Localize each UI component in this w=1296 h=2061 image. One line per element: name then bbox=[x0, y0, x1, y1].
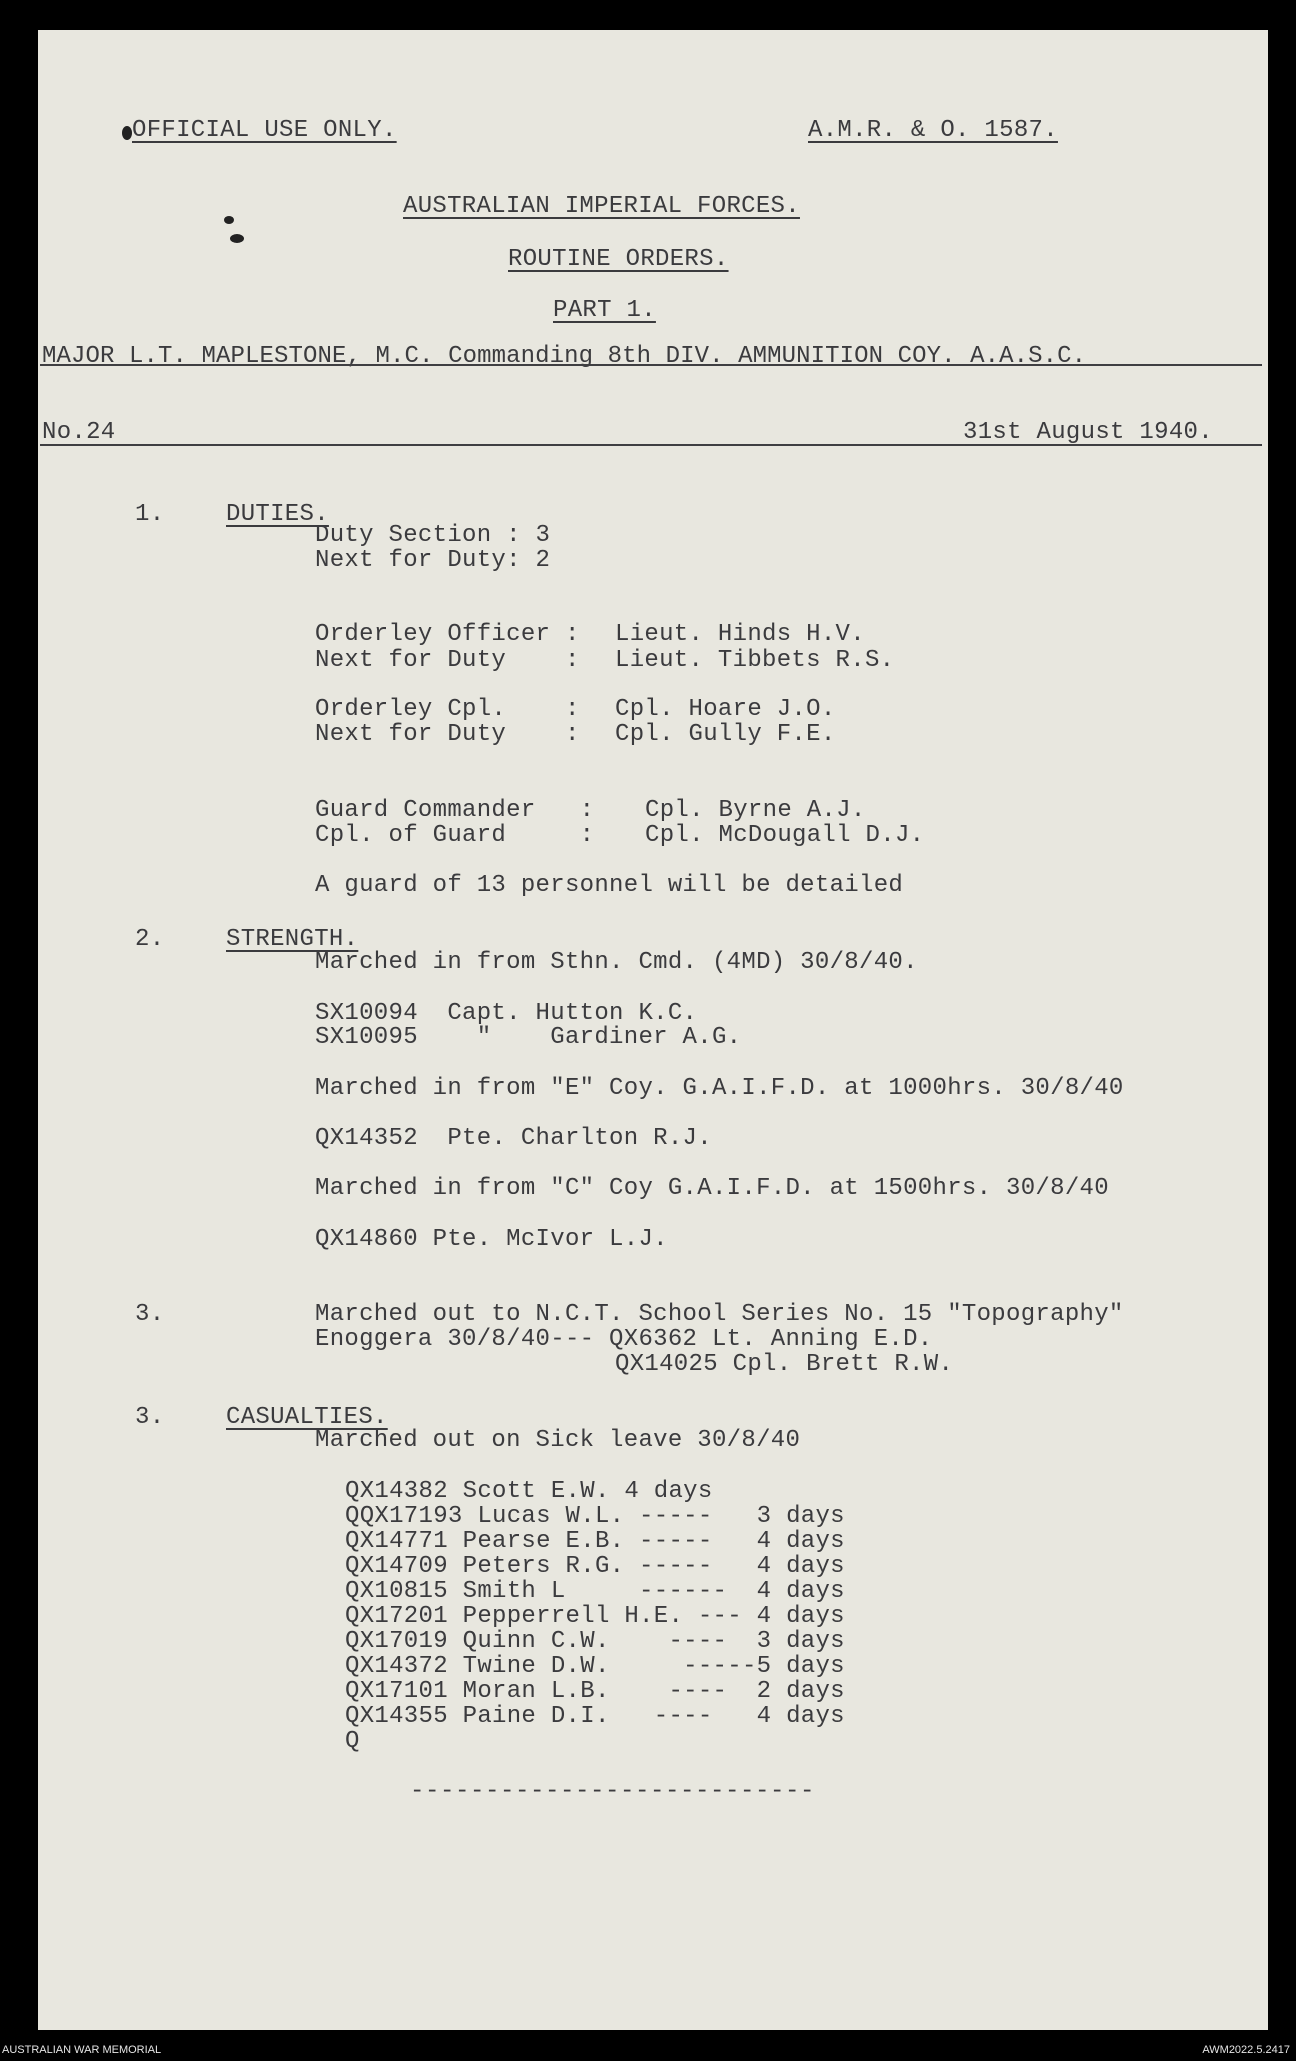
header-rule bbox=[40, 364, 1262, 366]
marched-in-3-entry: QX14860 Pte. McIvor L.J. bbox=[315, 1226, 668, 1253]
marched-out-line-2: Enoggera 30/8/40--- QX6362 Lt. Anning E.D. bbox=[315, 1326, 933, 1353]
date-rule bbox=[40, 444, 1262, 446]
security-marking: OFFICIAL USE ONLY. bbox=[132, 117, 397, 144]
cpl-of-guard-label: Cpl. of Guard : bbox=[315, 822, 595, 849]
casualty-entry: QX17201 Pepperrell H.E. --- 4 days bbox=[345, 1603, 845, 1630]
order-date: 31st August 1940. bbox=[963, 419, 1213, 446]
cpl-of-guard-value: Cpl. McDougall D.J. bbox=[645, 822, 925, 849]
order-number: No.24 bbox=[42, 419, 116, 446]
orderly-cpl-next-value: Cpl. Gully F.E. bbox=[615, 721, 836, 748]
next-duty-section: Next for Duty: 2 bbox=[315, 547, 551, 574]
punch-hole-mark bbox=[224, 216, 234, 224]
section-number: 1. bbox=[135, 501, 165, 528]
casualty-entry: QX14372 Twine D.W. -----5 days bbox=[345, 1653, 845, 1680]
footer-accession-number: AWM2022.5.2417 bbox=[1202, 2044, 1290, 2056]
section-number: 3. bbox=[135, 1404, 165, 1431]
casualty-entry: QX10815 Smith L ------ 4 days bbox=[345, 1578, 845, 1605]
marched-in-3: Marched in from "C" Coy G.A.I.F.D. at 1500hrs. 30/8/40 bbox=[315, 1175, 1109, 1202]
casualty-entry: QX14709 Peters R.G. ----- 4 days bbox=[345, 1553, 845, 1580]
marched-in-1-entry: SX10095 " Gardiner A.G. bbox=[315, 1024, 742, 1051]
orderly-officer-next-value: Lieut. Tibbets R.S. bbox=[615, 647, 895, 674]
punch-hole-mark bbox=[230, 234, 244, 243]
orderly-officer-value: Lieut. Hinds H.V. bbox=[615, 621, 865, 648]
footer-source: AUSTRALIAN WAR MEMORIAL bbox=[2, 2044, 162, 2056]
orderly-cpl-value: Cpl. Hoare J.O. bbox=[615, 696, 836, 723]
part-heading: PART 1. bbox=[553, 297, 656, 324]
document-title: AUSTRALIAN IMPERIAL FORCES. bbox=[403, 193, 800, 220]
guard-note: A guard of 13 personnel will be detailed bbox=[315, 872, 904, 899]
marched-in-1: Marched in from Sthn. Cmd. (4MD) 30/8/40. bbox=[315, 949, 918, 976]
document-subtitle: ROUTINE ORDERS. bbox=[508, 246, 729, 273]
section-heading-strength: STRENGTH. bbox=[226, 926, 359, 953]
commander-line: MAJOR L.T. MAPLESTONE, M.C. Commanding 8th DIV. AMMUNITION COY. A.A.S.C. bbox=[42, 343, 1087, 370]
casualty-entry: QX14771 Pearse E.B. ----- 4 days bbox=[345, 1528, 845, 1555]
marched-in-2-entry: QX14352 Pte. Charlton R.J. bbox=[315, 1125, 712, 1152]
marched-out-line-1: Marched out to N.C.T. School Series No. 15 "Topography" bbox=[315, 1301, 1124, 1328]
guard-commander-label: Guard Commander : bbox=[315, 797, 595, 824]
marched-in-1-entry: SX10094 Capt. Hutton K.C. bbox=[315, 1000, 698, 1027]
casualty-entry: QX14382 Scott E.W. 4 days bbox=[345, 1478, 713, 1505]
sick-leave-heading: Marched out on Sick leave 30/8/40 bbox=[315, 1427, 801, 1454]
casualty-entry: QQX17193 Lucas W.L. ----- 3 days bbox=[345, 1503, 845, 1530]
casualty-entry: QX17019 Quinn C.W. ---- 3 days bbox=[345, 1628, 845, 1655]
orderly-cpl-label: Orderley Cpl. : bbox=[315, 696, 580, 723]
end-rule: --------------------------- bbox=[410, 1778, 816, 1805]
section-number: 2. bbox=[135, 926, 165, 953]
section-heading-casualties: CASUALTIES. bbox=[226, 1404, 388, 1431]
orderly-officer-label: Orderley Officer : bbox=[315, 621, 580, 648]
duty-section: Duty Section : 3 bbox=[315, 522, 551, 549]
marched-out-line-3: QX14025 Cpl. Brett R.W. bbox=[615, 1351, 954, 1378]
marched-in-2: Marched in from "E" Coy. G.A.I.F.D. at 1000hrs. 30/8/40 bbox=[315, 1075, 1124, 1102]
orderly-cpl-next-label: Next for Duty : bbox=[315, 721, 580, 748]
form-reference: A.M.R. & O. 1587. bbox=[808, 117, 1058, 144]
orderly-officer-next-label: Next for Duty : bbox=[315, 647, 580, 674]
punch-hole-mark bbox=[122, 126, 132, 140]
casualty-entry: QX17101 Moran L.B. ---- 2 days bbox=[345, 1678, 845, 1705]
casualty-entry: QX14355 Paine D.I. ---- 4 days bbox=[345, 1703, 845, 1730]
casualty-closing-mark: Q bbox=[345, 1728, 360, 1755]
section-number: 3. bbox=[135, 1301, 165, 1328]
section-heading-duties: DUTIES. bbox=[226, 501, 329, 528]
guard-commander-value: Cpl. Byrne A.J. bbox=[645, 797, 866, 824]
